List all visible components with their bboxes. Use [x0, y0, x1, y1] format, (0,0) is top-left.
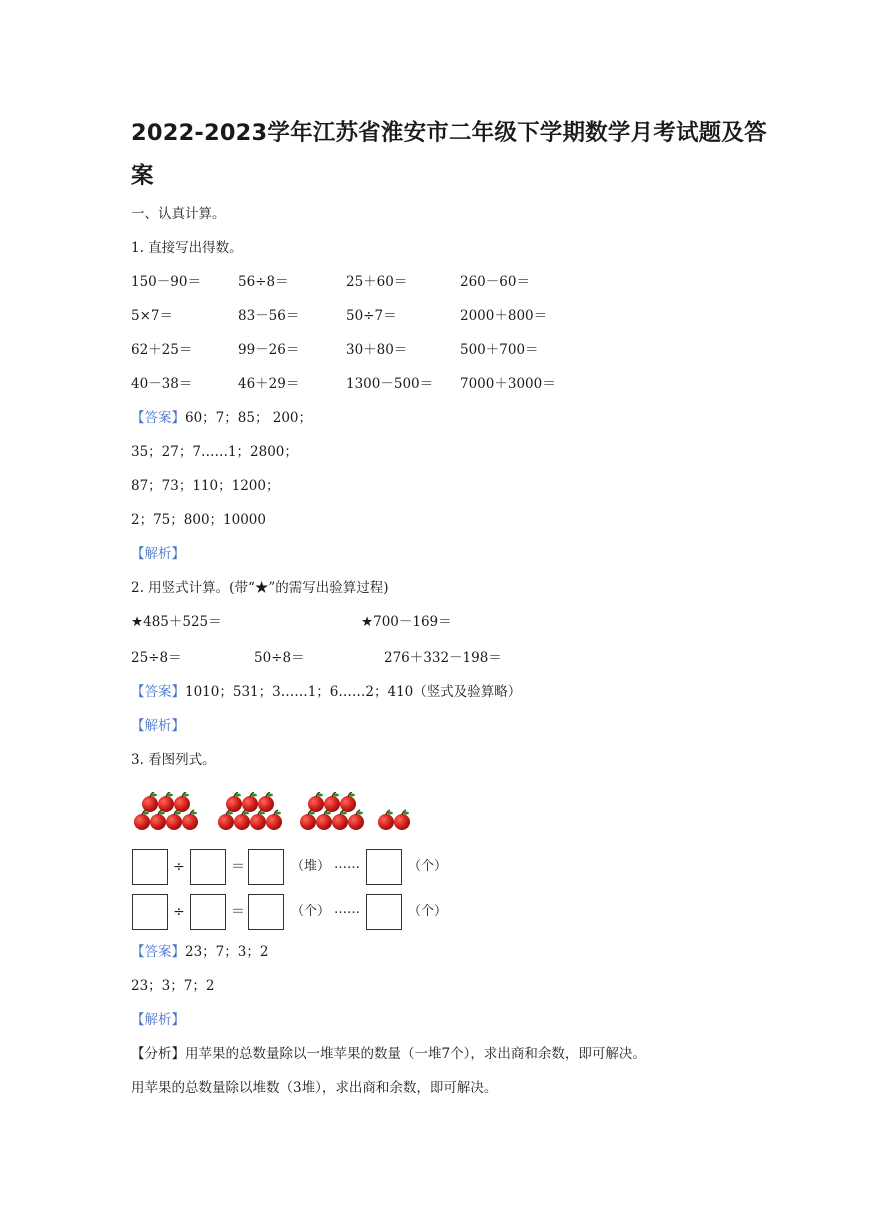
apple-pile: [218, 792, 282, 830]
divide-sign: ÷: [173, 904, 185, 920]
analysis-tag: 【解析】: [131, 1012, 185, 1028]
answer-text: 23；7；3；2: [185, 944, 269, 960]
question-2-label: 2. 用竖式计算。(带“★”的需写出验算过程): [131, 580, 389, 596]
answer-text: 1010；531；3……1；6……2；410（竖式及验算略）: [185, 684, 522, 700]
q1-item: 62＋25＝: [131, 342, 193, 358]
unit-label: （个）: [408, 904, 448, 919]
q1-item: 99－26＝: [238, 342, 300, 358]
analysis-text: [131, 1044, 646, 1064]
q1-item: 5×7＝: [131, 308, 173, 324]
analysis-tag: 【解析】: [131, 718, 185, 734]
unit-label: （堆）: [291, 859, 331, 874]
q1-item: 500＋700＝: [460, 342, 539, 358]
unit-label: （个）: [291, 904, 331, 919]
page-title: 2022-2023学年江苏省淮安市二年级下学期数学月考试题及答案: [131, 120, 767, 189]
remainder-dots: ……: [334, 857, 360, 872]
answer-box[interactable]: [190, 849, 226, 885]
q1-answer-line: 87；73；110；1200；: [131, 478, 280, 494]
divide-sign: ÷: [173, 859, 185, 875]
unit-label: （个）: [408, 859, 448, 874]
q1-item: 83－56＝: [238, 308, 300, 324]
q1-item: 46＋29＝: [238, 376, 300, 392]
q1-item: 2000＋800＝: [460, 308, 548, 324]
q1-item: 260－60＝: [460, 274, 530, 290]
answer-tag: 【答案】: [131, 410, 185, 426]
q2-answer-line: [131, 682, 521, 702]
remainder-dots: ……: [334, 902, 360, 917]
q1-item: 40－38＝: [131, 376, 193, 392]
q1-answer-line: 2；75；800；10000: [131, 512, 266, 528]
q1-item: 50÷7＝: [346, 308, 397, 324]
answer-box[interactable]: [132, 894, 168, 930]
section-heading: 一、认真计算。: [131, 206, 226, 222]
apple-pile: [134, 792, 198, 830]
q3-answer-line: 23；3；7；2: [131, 978, 215, 994]
q2-item: 25÷8＝: [131, 650, 182, 666]
question-1-label: 1. 直接写出得数。: [131, 240, 243, 256]
answer-tag: 【答案】: [131, 944, 185, 960]
q1-answer-line: [131, 408, 312, 428]
answer-box[interactable]: [248, 894, 284, 930]
q1-answer-line: 35；27；7……1；2800；: [131, 444, 298, 460]
q1-item: 25＋60＝: [346, 274, 408, 290]
question-3-label: 3. 看图列式。: [131, 752, 216, 768]
answer-box[interactable]: [366, 849, 402, 885]
answer-tag: 【答案】: [131, 684, 185, 700]
q1-item: 7000＋3000＝: [460, 376, 556, 392]
apple-pile: [300, 792, 364, 830]
apple-remainder: [378, 810, 410, 830]
q1-item: 30＋80＝: [346, 342, 408, 358]
equals-sign: ＝: [231, 859, 245, 875]
answer-box[interactable]: [132, 849, 168, 885]
q1-item: 56÷8＝: [238, 274, 289, 290]
answer-box[interactable]: [190, 894, 226, 930]
q2-item: ★700－169＝: [361, 614, 452, 630]
q2-item: ★485＋525＝: [131, 614, 222, 630]
analysis-tag: 【解析】: [131, 546, 185, 562]
fenxi-tag: 【分析】: [131, 1046, 185, 1062]
q3-answer-line: [131, 942, 268, 962]
q1-item: 1300－500＝: [346, 376, 434, 392]
answer-text: 60；7；85； 200；: [185, 410, 313, 426]
apple-picture: [132, 792, 422, 834]
q2-item: 50÷8＝: [254, 650, 305, 666]
q2-item: 276＋332－198＝: [384, 650, 502, 666]
equals-sign: ＝: [231, 904, 245, 920]
q1-item: 150－90＝: [131, 274, 201, 290]
answer-box[interactable]: [248, 849, 284, 885]
fenxi-text: 用苹果的总数量除以一堆苹果的数量（一堆7个），求出商和余数，即可解决。: [185, 1046, 646, 1062]
answer-box[interactable]: [366, 894, 402, 930]
analysis-text: 用苹果的总数量除以堆数（3堆），求出商和余数，即可解决。: [131, 1080, 498, 1096]
